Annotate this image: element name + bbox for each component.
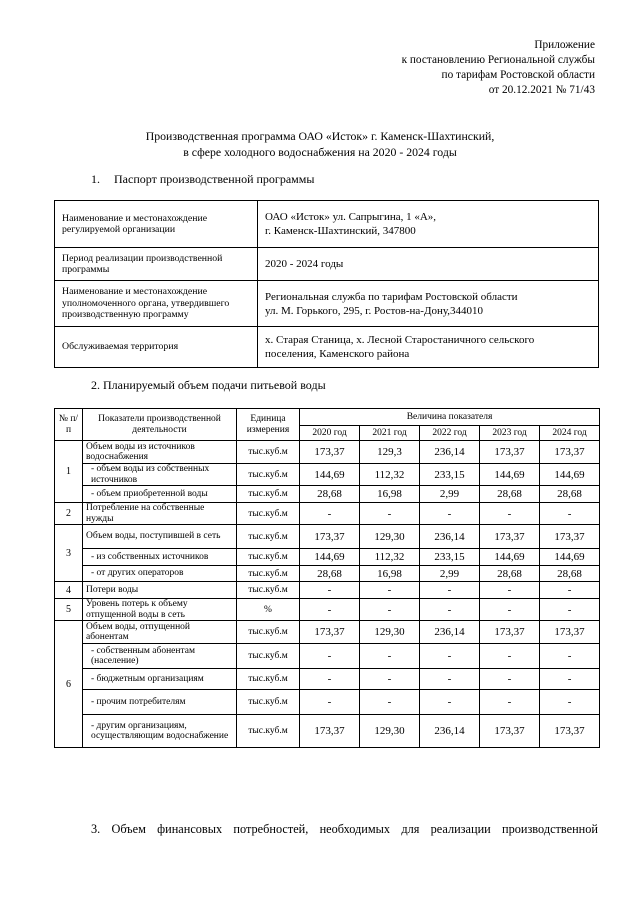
passport-value-line: ул. М. Горького, 295, г. Ростов-на-Дону,344010 [265,304,483,317]
row-unit: % [237,599,300,621]
col-number-header: № п/п [55,409,83,441]
row-value: 16,98 [360,566,420,582]
row-indicator: Объем воды, поступившей в сеть [83,525,237,549]
row-unit: тыс.куб.м [237,582,300,599]
table-row [55,715,600,748]
row-value: 173,37 [540,441,600,464]
row-value: 28,68 [300,486,360,503]
row-indicator: - объем воды из собственных источников [83,464,237,486]
row-number: 5 [55,599,83,621]
row-value: - [540,599,600,621]
row-value: 28,68 [540,486,600,503]
row-value: 144,69 [480,549,540,566]
row-unit: тыс.куб.м [237,525,300,549]
row-value: 173,37 [540,715,600,748]
passport-value-line: г. Каменск-Шахтинский, 347800 [265,225,416,237]
year-header: 2022 год [420,426,480,441]
title-line: Производственная программа ОАО «Исток» г. Каменск-Шахтинский, [145,129,495,143]
row-value: 173,37 [300,715,360,748]
row-value: - [420,503,480,525]
row-value: 112,32 [360,549,420,566]
row-value: 236,14 [420,715,480,748]
year-header: 2020 год [300,426,360,441]
row-number: 4 [55,582,83,599]
table-row [55,669,600,690]
row-value: - [540,690,600,715]
row-value: 28,68 [300,566,360,582]
row-value: 173,37 [300,441,360,464]
row-indicator: - бюджетным организациям [83,669,237,690]
table-row [55,690,600,715]
row-value: - [300,669,360,690]
table-row [55,486,600,503]
passport-value-line: ОАО «Исток» ул. Сапрыгина, 1 «А», [265,211,437,223]
table-header-row [55,409,600,426]
row-value: 129,30 [360,715,420,748]
passport-table [54,200,599,368]
row-unit: тыс.куб.м [237,464,300,486]
row-value: 129,30 [360,525,420,549]
table-row [55,549,600,566]
header-line: к постановлению Региональной службы [401,54,595,66]
table-row [55,441,600,464]
row-unit: тыс.куб.м [237,486,300,503]
document-header [402,38,595,98]
row-unit: тыс.куб.м [237,621,300,644]
col-value-group-header: Величина показателя [300,409,600,426]
table-row [55,566,600,582]
row-unit: тыс.куб.м [237,503,300,525]
row-value: 28,68 [540,566,600,582]
water-volume-table [54,408,600,748]
passport-row [55,248,599,281]
row-unit: тыс.куб.м [237,549,300,566]
passport-key: Период реализации производственной программы [55,248,258,281]
row-unit: тыс.куб.м [237,715,300,748]
table-row [55,644,600,669]
passport-value-line: х. Старая Станица, х. Лесной Старостаничного сельского [265,334,535,346]
row-value: - [360,503,420,525]
row-value: - [540,644,600,669]
row-number: 6 [55,621,83,748]
row-value: 112,32 [360,464,420,486]
row-value: 233,15 [420,464,480,486]
row-value: - [360,669,420,690]
year-header: 2021 год [360,426,420,441]
row-value: - [360,599,420,621]
row-number: 2 [55,503,83,525]
section1-number: 1. [91,172,100,186]
document-title [0,129,640,160]
row-indicator: - объем приобретенной воды [83,486,237,503]
year-header: 2023 год [480,426,540,441]
row-value: - [480,669,540,690]
header-line: по тарифам Ростовской области [441,69,595,81]
row-indicator: Объем воды из источников водоснабжения [83,441,237,464]
passport-row [55,281,599,327]
header-line: Приложение [534,39,595,51]
row-value: - [480,690,540,715]
row-value: 173,37 [480,715,540,748]
row-indicator: Потери воды [83,582,237,599]
row-value: 173,37 [480,441,540,464]
row-value: - [480,644,540,669]
row-value: 173,37 [540,525,600,549]
row-indicator: - собственным абонентам (население) [83,644,237,669]
row-value: - [480,599,540,621]
row-value: 236,14 [420,525,480,549]
row-unit: тыс.куб.м [237,566,300,582]
passport-value-line: 2020 - 2024 годы [265,258,344,270]
row-value: 173,37 [480,525,540,549]
row-value: 173,37 [300,525,360,549]
col-unit-header: Единица измерения [237,409,300,441]
passport-key: Наименование и местонахождение уполномоченного органа, утвердившего производственную программу [55,281,258,327]
section2-heading: 2. Планируемый объем подачи питьевой воды [91,378,326,392]
row-value: 236,14 [420,441,480,464]
row-value: 16,98 [360,486,420,503]
passport-key: Обслуживаемая территория [55,327,258,368]
row-value: 173,37 [300,621,360,644]
row-value: - [300,644,360,669]
passport-value-line: Региональная служба по тарифам Ростовской области [265,290,518,303]
row-value: - [540,669,600,690]
header-line: от 20.12.2021 № 71/43 [488,84,595,96]
row-value: 173,37 [540,621,600,644]
row-indicator: Потребление на собственные нужды [83,503,237,525]
row-value: - [360,644,420,669]
row-value: - [480,503,540,525]
title-line: в сфере холодного водоснабжения на 2020 - 2024 годы [183,144,457,159]
row-value: - [420,599,480,621]
section1-title: Паспорт производственной программы [114,172,315,186]
row-value: - [360,582,420,599]
row-value: - [300,690,360,715]
row-value: 144,69 [540,549,600,566]
row-unit: тыс.куб.м [237,644,300,669]
row-number: 3 [55,525,83,582]
row-value: 2,99 [420,486,480,503]
section3-text: 3. Объем финансовых потребностей, необходимых для реализации производственной [91,822,598,836]
row-value: 144,69 [480,464,540,486]
row-indicator: Объем воды, отпущенной абонентам [83,621,237,644]
passport-row [55,327,599,368]
row-number: 1 [55,441,83,503]
table-row [55,503,600,525]
row-value: - [300,599,360,621]
row-value: - [480,582,540,599]
passport-value [258,327,599,368]
row-value: 144,69 [300,549,360,566]
row-value: 236,14 [420,621,480,644]
row-value: - [420,582,480,599]
table-row [55,599,600,621]
passport-value [258,248,599,281]
row-indicator: Уровень потерь к объему отпущенной воды в сеть [83,599,237,621]
row-unit: тыс.куб.м [237,441,300,464]
row-value: 129,3 [360,441,420,464]
row-value: 28,68 [480,486,540,503]
row-unit: тыс.куб.м [237,669,300,690]
row-value: - [420,644,480,669]
row-value: - [300,582,360,599]
row-value: - [420,690,480,715]
table-row [55,525,600,549]
row-value: 129,30 [360,621,420,644]
section1-heading [91,172,314,187]
row-value: 233,15 [420,549,480,566]
row-indicator: - от других операторов [83,566,237,582]
passport-value [258,201,599,248]
passport-value-line: поселения, Каменского района [265,348,410,360]
row-value: 144,69 [300,464,360,486]
row-value: - [360,690,420,715]
row-indicator: - из собственных источников [83,549,237,566]
col-indicator-header: Показатели производственной деятельности [83,409,237,441]
row-value: - [540,503,600,525]
year-header: 2024 год [540,426,600,441]
row-indicator: - прочим потребителям [83,690,237,715]
row-value: 173,37 [480,621,540,644]
table-row [55,582,600,599]
passport-value [258,281,599,327]
row-value: - [420,669,480,690]
passport-row [55,201,599,248]
row-value: 2,99 [420,566,480,582]
passport-key: Наименование и местонахождение регулируемой организации [55,201,258,248]
table-row [55,464,600,486]
row-value: 144,69 [540,464,600,486]
row-value: 28,68 [480,566,540,582]
row-indicator: - другим организациям, осуществляющим водоснабжение [83,715,237,748]
table-row [55,621,600,644]
row-value: - [300,503,360,525]
row-value: - [540,582,600,599]
row-unit: тыс.куб.м [237,690,300,715]
